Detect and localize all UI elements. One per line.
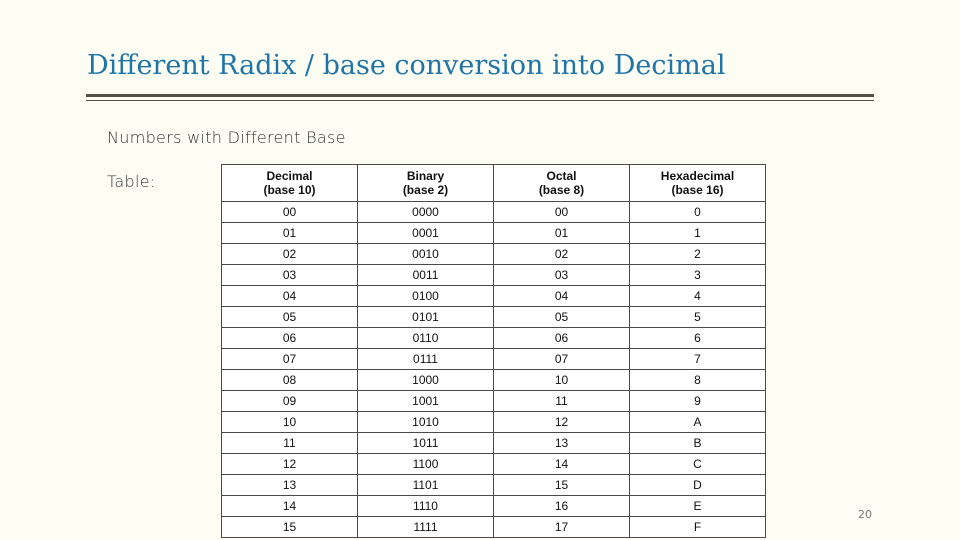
decimal-cell: 14 xyxy=(222,496,358,517)
binary-cell: 0111 xyxy=(358,349,494,370)
binary-cell: 0010 xyxy=(358,244,494,265)
table-row xyxy=(222,412,766,433)
hexadecimal-cell: 7 xyxy=(630,349,766,370)
slide-title: Different Radix / base conversion into Decimal xyxy=(87,50,726,81)
binary-cell: 1001 xyxy=(358,391,494,412)
hexadecimal-cell: 4 xyxy=(630,286,766,307)
hexadecimal-cell: 6 xyxy=(630,328,766,349)
hexadecimal-cell: D xyxy=(630,475,766,496)
hexadecimal-cell: 5 xyxy=(630,307,766,328)
hexadecimal-cell: 9 xyxy=(630,391,766,412)
decimal-cell: 13 xyxy=(222,475,358,496)
decimal-cell: 01 xyxy=(222,223,358,244)
octal-cell: 15 xyxy=(494,475,630,496)
decimal-cell: 04 xyxy=(222,286,358,307)
octal-cell: 06 xyxy=(494,328,630,349)
decimal-cell: 07 xyxy=(222,349,358,370)
table-row xyxy=(222,223,766,244)
table-row xyxy=(222,307,766,328)
hexadecimal-cell: 2 xyxy=(630,244,766,265)
octal-cell: 10 xyxy=(494,370,630,391)
table-row xyxy=(222,328,766,349)
header-base: (base 16) xyxy=(671,183,724,197)
table-row xyxy=(222,517,766,538)
octal-cell: 03 xyxy=(494,265,630,286)
header-name: Binary xyxy=(406,169,445,183)
hexadecimal-cell: F xyxy=(630,517,766,538)
decimal-cell: 05 xyxy=(222,307,358,328)
hexadecimal-cell: 0 xyxy=(630,202,766,223)
octal-cell: 12 xyxy=(494,412,630,433)
binary-cell: 1000 xyxy=(358,370,494,391)
octal-cell: 01 xyxy=(494,223,630,244)
binary-cell: 0100 xyxy=(358,286,494,307)
header-binary xyxy=(358,165,494,202)
header-name: Octal xyxy=(546,169,577,183)
table-row xyxy=(222,370,766,391)
header-name: Decimal xyxy=(266,169,313,183)
binary-cell: 1011 xyxy=(358,433,494,454)
decimal-cell: 12 xyxy=(222,454,358,475)
binary-cell: 0110 xyxy=(358,328,494,349)
binary-cell: 0101 xyxy=(358,307,494,328)
hexadecimal-cell: C xyxy=(630,454,766,475)
title-divider-thin xyxy=(86,100,874,101)
table-row xyxy=(222,475,766,496)
hexadecimal-cell: A xyxy=(630,412,766,433)
hexadecimal-cell: B xyxy=(630,433,766,454)
octal-cell: 16 xyxy=(494,496,630,517)
octal-cell: 07 xyxy=(494,349,630,370)
header-hexadecimal xyxy=(630,165,766,202)
octal-cell: 14 xyxy=(494,454,630,475)
octal-cell: 17 xyxy=(494,517,630,538)
hexadecimal-cell: 3 xyxy=(630,265,766,286)
table-row xyxy=(222,244,766,265)
binary-cell: 0000 xyxy=(358,202,494,223)
header-octal xyxy=(494,165,630,202)
octal-cell: 11 xyxy=(494,391,630,412)
table-row xyxy=(222,391,766,412)
decimal-cell: 15 xyxy=(222,517,358,538)
slide-subtitle: Numbers with Different Base xyxy=(107,128,346,147)
table-row xyxy=(222,496,766,517)
header-base: (base 2) xyxy=(402,183,449,197)
hexadecimal-cell: 1 xyxy=(630,223,766,244)
table-row xyxy=(222,286,766,307)
decimal-cell: 06 xyxy=(222,328,358,349)
binary-cell: 1111 xyxy=(358,517,494,538)
table-row xyxy=(222,454,766,475)
decimal-cell: 09 xyxy=(222,391,358,412)
hexadecimal-cell: 8 xyxy=(630,370,766,391)
title-divider-thick xyxy=(86,94,874,97)
header-name: Hexadecimal xyxy=(660,169,735,183)
table-row xyxy=(222,202,766,223)
binary-cell: 1010 xyxy=(358,412,494,433)
decimal-cell: 00 xyxy=(222,202,358,223)
octal-cell: 02 xyxy=(494,244,630,265)
octal-cell: 04 xyxy=(494,286,630,307)
page-number: 20 xyxy=(858,508,872,521)
binary-cell: 1101 xyxy=(358,475,494,496)
table-label: Table: xyxy=(107,172,156,191)
octal-cell: 13 xyxy=(494,433,630,454)
decimal-cell: 11 xyxy=(222,433,358,454)
octal-cell: 00 xyxy=(494,202,630,223)
header-base: (base 8) xyxy=(538,183,585,197)
table-row xyxy=(222,433,766,454)
base-conversion-table xyxy=(221,164,766,538)
binary-cell: 1100 xyxy=(358,454,494,475)
header-base: (base 10) xyxy=(263,183,316,197)
octal-cell: 05 xyxy=(494,307,630,328)
binary-cell: 1110 xyxy=(358,496,494,517)
table-body xyxy=(222,202,766,538)
header-decimal xyxy=(222,165,358,202)
binary-cell: 0011 xyxy=(358,265,494,286)
table-header-row xyxy=(222,165,766,202)
decimal-cell: 08 xyxy=(222,370,358,391)
table-row xyxy=(222,349,766,370)
decimal-cell: 10 xyxy=(222,412,358,433)
decimal-cell: 03 xyxy=(222,265,358,286)
hexadecimal-cell: E xyxy=(630,496,766,517)
binary-cell: 0001 xyxy=(358,223,494,244)
decimal-cell: 02 xyxy=(222,244,358,265)
table-row xyxy=(222,265,766,286)
